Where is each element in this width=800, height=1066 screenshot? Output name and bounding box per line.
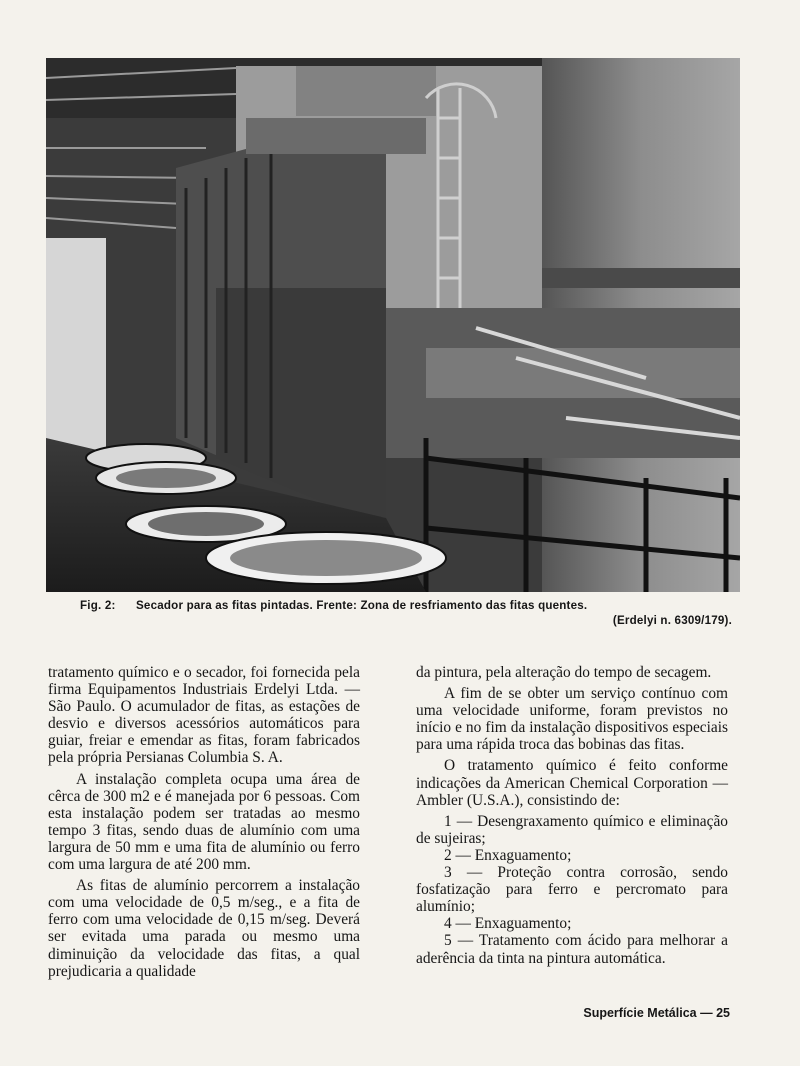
paragraph: As fitas de alumínio percorrem a instalação com uma velocidade de 0,5 m/seg., e a fita de ferro com uma velocidade de 0,15 m/seg. Deverá ser evitada uma parada ou mesmo uma diminuição da velocidade das fitas, a qual prejudicaria a qualidade (48, 877, 360, 980)
right-column (416, 664, 728, 967)
caption-reference: (Erdelyi n. 6309/179). (612, 614, 732, 627)
paragraph: tratamento químico e o secador, foi fornecida pela firma Equipamentos Industriais Erdelyi Ltda. — São Paulo. O acumulador de fitas, as estações de desvio e diversos acessórios automáticos para guiar, freiar e emendar as fitas, foram fabricados pela própria Persianas Columbia S. A. (48, 664, 360, 767)
paragraph: da pintura, pela alteração do tempo de secagem. (416, 664, 712, 681)
list-item: 1 — Desengraxamento químico e eliminação de sujeiras; (416, 812, 728, 847)
photo-illustration (46, 58, 740, 592)
list-item: 5 — Tratamento com ácido para melhorar a aderência da tinta na pintura automática. (416, 932, 728, 967)
left-column (48, 664, 360, 984)
figure-photo-dryer (46, 58, 740, 592)
list-item: 3 — Proteção contra corrosão, sendo fosfatização para ferro e percromato para alumínio; (416, 864, 728, 916)
journal-title: Superfície Metálica (583, 1006, 697, 1020)
caption-text: Secador para as fitas pintadas. Frente: Zona de resfriamento das fitas quentes. (136, 599, 588, 612)
figure-label: Fig. 2: (80, 599, 116, 612)
figure-caption (80, 598, 732, 628)
paragraph: A fim de se obter um serviço contínuo com uma velocidade uniforme, foram previstos no início e no fim da instalação dispositivos especiais para uma rápida troca das bobinas das fitas. (416, 685, 728, 754)
caption-line (80, 598, 732, 613)
paragraph: A instalação completa ocupa uma área de cêrca de 300 m2 e é manejada por 6 pessoas. Com esta instalação podem ser tratadas ao mesmo tempo 3 fitas, sendo duas de alumínio com uma largura de 50 mm e uma fita de alumínio ou ferro com uma largura de até 200 mm. (48, 770, 360, 874)
list-item: 2 — Enxaguamento; (444, 846, 572, 864)
paragraph: O tratamento químico é feito conforme indicações da American Chemical Corporation — Ambler (U.S.A.), consistindo de: (416, 757, 728, 809)
page-number: — 25 (700, 1006, 730, 1020)
page-footer (560, 1006, 730, 1020)
list-item: 4 — Enxaguamento; (444, 915, 572, 933)
